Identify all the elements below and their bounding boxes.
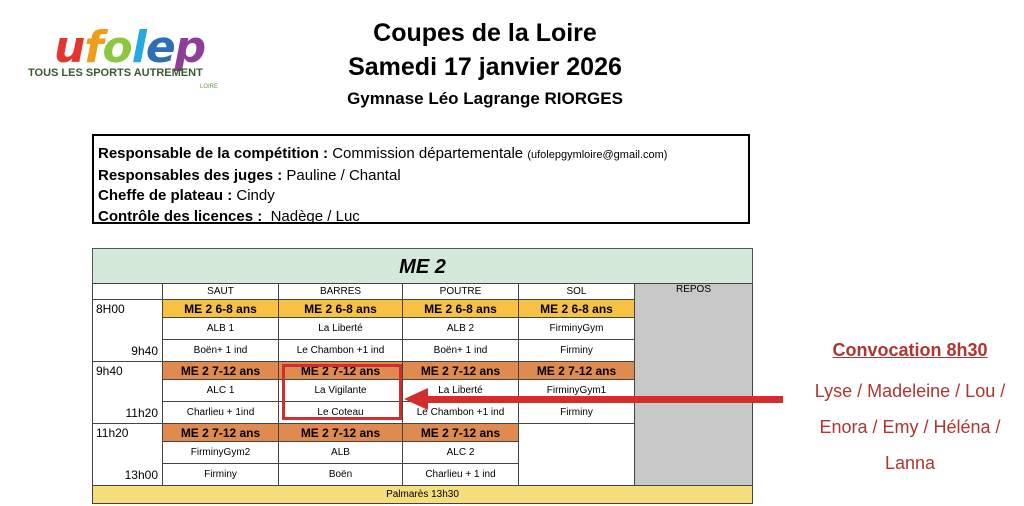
club-cell: Le Coteau xyxy=(279,402,403,424)
logo-letter: l xyxy=(131,22,146,73)
club-cell: ALC 2 xyxy=(403,442,519,464)
convocation-title: Convocation 8h30 xyxy=(832,340,988,360)
col-header-barres: BARRES xyxy=(279,284,403,300)
rotation-start: 9h40 xyxy=(96,364,123,378)
category-cell: ME 2 6-8 ans xyxy=(403,300,519,318)
arrow-left-icon xyxy=(404,388,428,410)
category-cell: ME 2 7-12 ans xyxy=(279,424,403,442)
info-competition: Responsable de la compétition : Commission départementale (ufolepgymloire@gmail.com) xyxy=(98,145,668,162)
rotation-1-time xyxy=(93,300,163,362)
logo-letter: o xyxy=(102,22,132,73)
club-cell: Boën+ 1 ind xyxy=(403,340,519,362)
category-cell: ME 2 7-12 ans xyxy=(163,362,279,380)
rotation-end: 9h40 xyxy=(131,344,158,358)
names-line: Enora / Emy / Héléna / xyxy=(819,417,1001,437)
info-box xyxy=(92,134,750,224)
info-licences: Contrôle des licences : Nadège / Luc xyxy=(98,207,360,225)
category-cell: ME 2 7-12 ans xyxy=(403,424,519,442)
club-cell: La Vigilante xyxy=(279,380,403,402)
rotation-3-time xyxy=(93,424,163,486)
schedule-title: ME 2 xyxy=(92,248,753,284)
column-headers xyxy=(93,284,753,300)
names-line: Lyse / Madeleine / Lou / xyxy=(814,381,1006,401)
info-email: (ufolepgymloire@gmail.com) xyxy=(527,149,668,161)
col-header-poutre: POUTRE xyxy=(403,284,519,300)
logo-wordmark xyxy=(54,22,205,73)
empty-sol-cell xyxy=(519,424,635,486)
logo-letter: u xyxy=(54,22,85,73)
club-cell: La Liberté xyxy=(403,380,519,402)
highlight-box xyxy=(282,364,402,420)
page-title: Coupes de la Loire xyxy=(373,19,597,47)
club-cell: FirminyGym xyxy=(519,318,635,340)
category-cell: ME 2 6-8 ans xyxy=(279,300,403,318)
rotation-start: 11h20 xyxy=(96,426,129,440)
event-venue: Gymnase Léo Lagrange RIORGES xyxy=(347,89,623,108)
category-cell: ME 2 7-12 ans xyxy=(403,362,519,380)
col-header-sol: SOL xyxy=(519,284,635,300)
col-header-saut: SAUT xyxy=(163,284,279,300)
club-cell: Charlieu + 1 ind xyxy=(403,464,519,486)
corner-cell xyxy=(93,284,163,300)
club-cell: Boën xyxy=(279,464,403,486)
club-cell: Charlieu + 1ind xyxy=(163,402,279,424)
club-cell: ALB 2 xyxy=(403,318,519,340)
club-cell: FirminyGym2 xyxy=(163,442,279,464)
logo-sub: LOIRE xyxy=(200,84,219,90)
club-cell: Firminy xyxy=(519,402,635,424)
club-cell: Firminy xyxy=(519,340,635,362)
logo-letter: p xyxy=(174,22,206,73)
rotation-end: 11h20 xyxy=(125,406,158,420)
club-cell: FirminyGym1 xyxy=(519,380,635,402)
club-cell: ALC 1 xyxy=(163,380,279,402)
info-plateau: Cheffe de plateau : Cindy xyxy=(98,187,275,204)
event-date: Samedi 17 janvier 2026 xyxy=(348,53,622,81)
info-judges: Responsables des juges : Pauline / Chantal xyxy=(98,166,401,184)
convocation-note xyxy=(800,340,1020,481)
palmares-row xyxy=(93,486,753,504)
category-cell: ME 2 7-12 ans xyxy=(279,362,403,380)
convocation-names xyxy=(800,373,1020,481)
ufolep-logo xyxy=(28,22,228,97)
category-cell: ME 2 6-8 ans xyxy=(163,300,279,318)
club-cell: Le Chambon +1 ind xyxy=(403,402,519,424)
palmares-cell: Palmarès 13h30 xyxy=(93,486,753,504)
rotation-start: 8H00 xyxy=(96,302,125,316)
rotation-2-time xyxy=(93,362,163,424)
page-header xyxy=(290,16,680,112)
club-cell: La Liberté xyxy=(279,318,403,340)
schedule-table xyxy=(92,248,753,503)
category-cell: ME 2 7-12 ans xyxy=(163,424,279,442)
club-cell: ALB 1 xyxy=(163,318,279,340)
logo-tagline: TOUS LES SPORTS AUTREMENT xyxy=(28,67,203,79)
arrow-shaft xyxy=(425,396,783,403)
logo-letter: f xyxy=(84,22,103,73)
rotation-end: 13h00 xyxy=(124,468,158,482)
club-cell: Firminy xyxy=(163,464,279,486)
club-cell: Boën+ 1 ind xyxy=(163,340,279,362)
category-cell: ME 2 7-12 ans xyxy=(519,362,635,380)
names-line: Lanna xyxy=(884,453,936,473)
category-cell: ME 2 6-8 ans xyxy=(519,300,635,318)
logo-letter: e xyxy=(145,22,175,73)
club-cell: ALB xyxy=(279,442,403,464)
col-header-repos: REPOS xyxy=(635,284,753,486)
club-cell: Le Chambon +1 ind xyxy=(279,340,403,362)
